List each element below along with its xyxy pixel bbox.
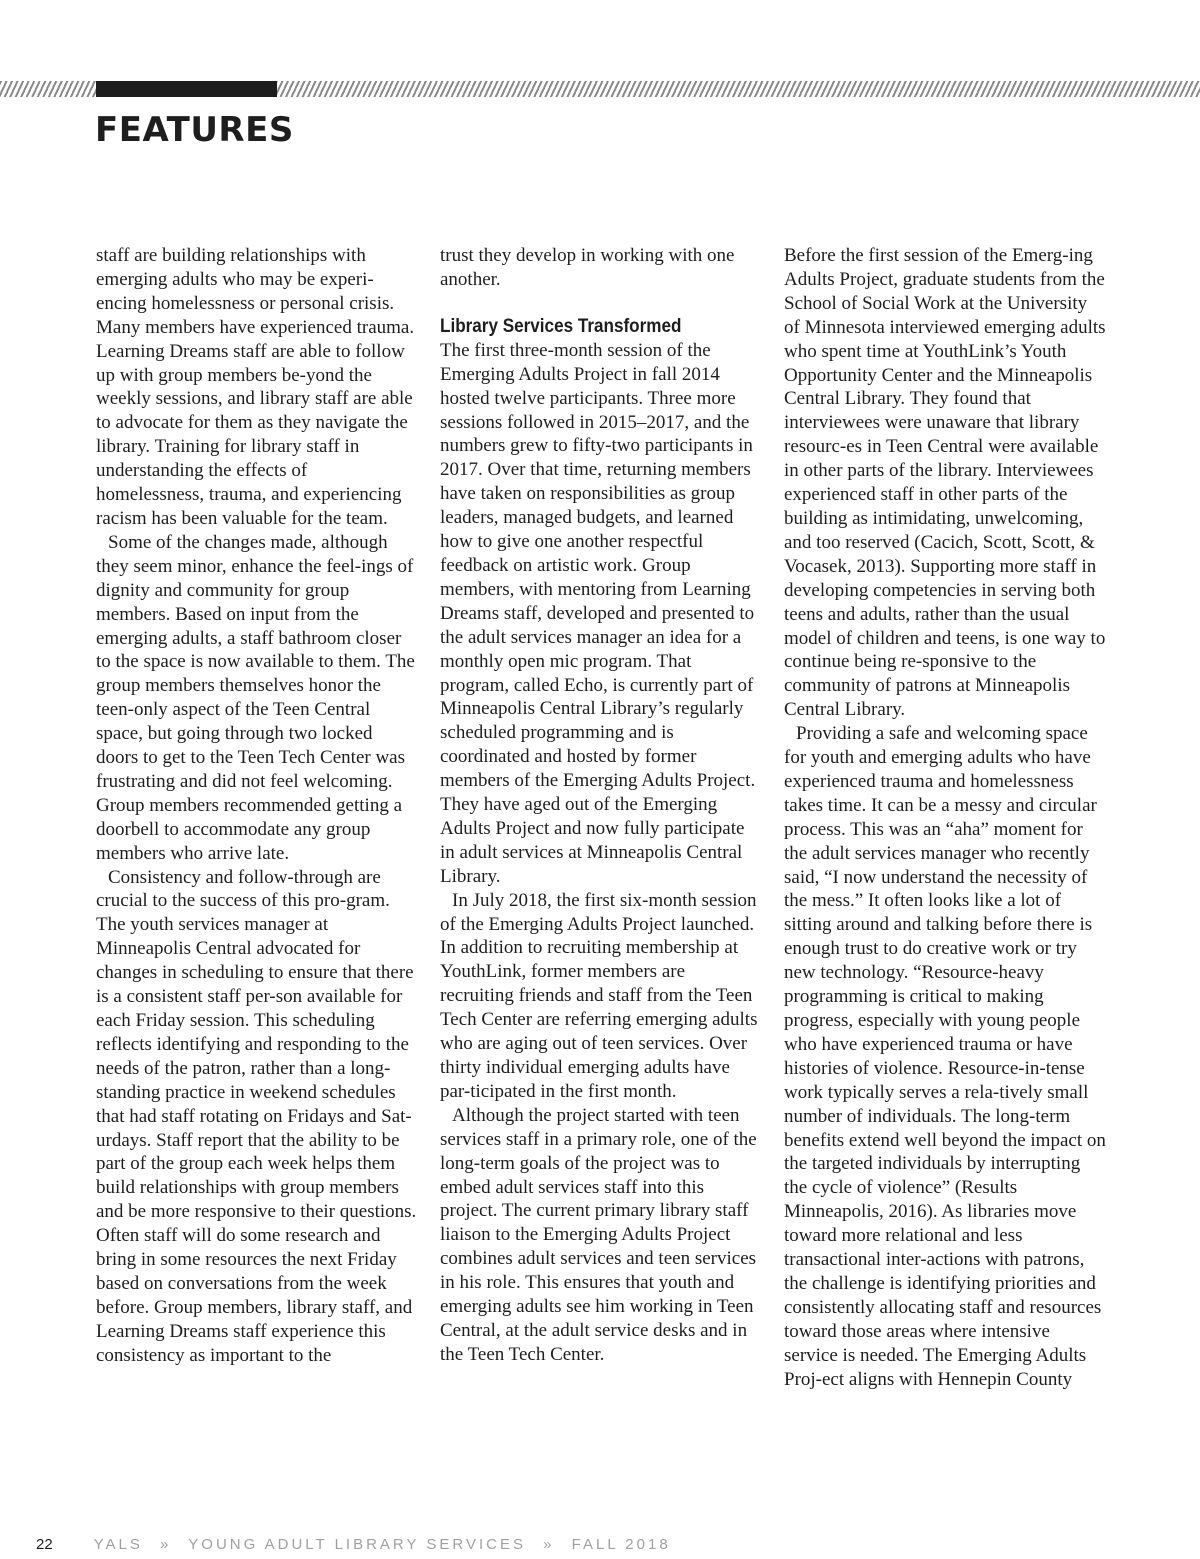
page-number: 22 xyxy=(36,1536,53,1553)
footer-separator: » xyxy=(160,1536,172,1553)
footer-separator: » xyxy=(543,1536,555,1553)
paragraph: In July 2018, the first six-month session of the Emerging Adults Project launched. In addition to recruiting membership at YouthLink, former members are recruiting friends and staff from the Teen Tech Center are referring emerging adults who are aging out of teen services. Over thirty individual emerging adults have par-ticipated in the first month. xyxy=(440,889,758,1102)
paragraph: The first three-month session of the Emerging Adults Project in fall 2014 hosted twelve participants. Three more sessions followed in 2015–2017, and the numbers grew to fifty-two participants in 2017. Over that time, returning members have taken on responsibilities as group leaders, managed budgets, and learned how to give one another respectful feedback on artistic work. Group members, with mentoring from Learning Dreams staff, developed and presented to the adult services manager an idea for a monthly open mic program. That program, called Echo, is currently part of Minneapolis Central Library’s regularly scheduled programming and is coordinated and hosted by former members of the Emerging Adults Project. They have aged out of the Emerging Adults Project and now fully participate in adult services at Minneapolis Central Library. xyxy=(440,339,756,887)
section-title: FEATURES xyxy=(95,110,294,150)
text-column-2 xyxy=(440,244,762,1367)
subheading: Library Services Transformed xyxy=(440,315,682,337)
page-footer xyxy=(36,1536,671,1558)
text-column-1 xyxy=(96,244,418,1368)
journal-short-name: YALS xyxy=(93,1536,143,1553)
header-accent-bar xyxy=(96,81,277,97)
paragraph: Before the first session of the Emerg-ing Adults Project, graduate students from the School of Social Work at the University of Minnesota interviewed emerging adults who spent time at YouthLink’s Youth Opportunity Center and the Minneapolis Central Library. They found that interviewees were unaware that library resourc-es in Teen Central were available in other parts of the library. Interviewees experienced staff in other parts of the building as intimidating, unwelcoming, and too reserved (Cacich, Scott, Scott, & Vocasek, 2013). Supporting more staff in developing competencies in serving both teens and adults, rather than the usual model of children and teens, is one way to continue being re-sponsive to the community of patrons at Minneapolis Central Library. xyxy=(784,245,1106,721)
paragraph: staff are building relationships with emerging adults who may be experi-encing homelessness or personal crisis. Many members have experienced trauma. Learning Dreams staff are able to follow up with group members be-yond the weekly sessions, and library staff are able to advocate for them as they navigate the library. Training for library staff in understanding the effects of homelessness, trauma, and experiencing racism has been valuable for the team. xyxy=(96,245,415,529)
paragraph: Although the project started with teen services staff in a primary role, one of the long-term goals of the project was to embed adult services staff into this project. The current primary library staff liaison to the Emerging Adults Project combines adult services and teen services in his role. This ensures that youth and emerging adults see him working in Teen Central, at the adult service desks and in the Teen Tech Center. xyxy=(440,1104,757,1365)
issue-label: FALL 2018 xyxy=(571,1536,671,1553)
paragraph: Some of the changes made, although they seem minor, enhance the feel-ings of dignity and community for group members. Based on input from the emerging adults, a staff bathroom closer to the space is now available to them. The group members themselves honor the teen-only aspect of the Teen Central space, but going through two locked doors to get to the Teen Tech Center was frustrating and did not feel welcoming. Group members recommended getting a doorbell to accommodate any group members who arrive late. xyxy=(96,531,415,864)
paragraph: trust they develop in working with one another. xyxy=(440,245,735,290)
journal-full-name: YOUNG ADULT LIBRARY SERVICES xyxy=(188,1536,526,1553)
paragraph: Providing a safe and welcoming space for youth and emerging adults who have experienced trauma and homelessness takes time. It can be a messy and circular process. This was an “aha” moment for the adult services manager who recently said, “I now understand the necessity of the mess.” It often looks like a lot of sitting around and talking before there is enough trust to do creative work or try new technology. “Resource-heavy programming is critical to making progress, especially with young people who have experienced trauma or have histories of violence. Resource-in-tense work typically serves a rela-tively small number of individuals. The long-term benefits extend well beyond the impact on the targeted individuals by interrupting the cycle of violence” (Results Minneapolis, 2016). As libraries move toward more relational and less transactional inter-actions with patrons, the challenge is identifying priorities and consistently allocating staff and resources toward those areas where intensive service is needed. The Emerging Adults Proj-ect aligns with Hennepin County xyxy=(784,723,1106,1390)
paragraph: Consistency and follow-through are crucial to the success of this pro-gram. The youth services manager at Minneapolis Central advocated for changes in scheduling to ensure that there is a consistent staff per-son available for each Friday session. This scheduling reflects identifying and responding to the needs of the patron, rather than a long-standing practice in weekend schedules that had staff rotating on Fridays and Sat-urdays. Staff report that the ability to be part of the group each week helps them build relationships with group members and be more responsive to their questions. Often staff will do some research and bring in some resources the next Friday based on conversations from the week before. Group members, library staff, and Learning Dreams staff experience this consistency as important to the xyxy=(96,866,417,1366)
text-column-3 xyxy=(784,244,1106,1392)
